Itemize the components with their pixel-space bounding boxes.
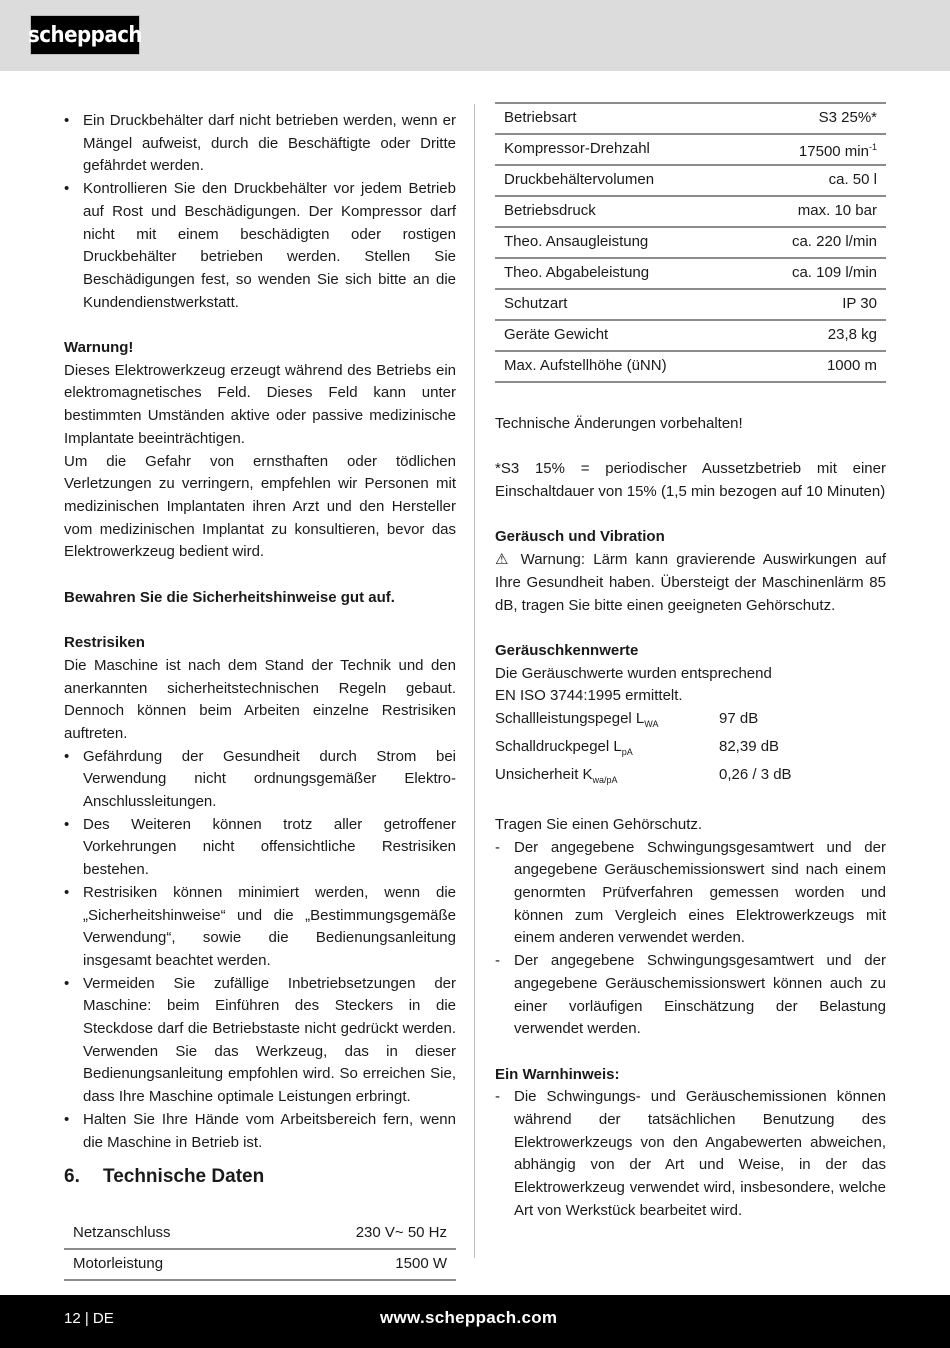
list-item: • Des Weiteren können trotz aller getroffener Vorkehrungen nicht offensichtliche Restrisiken bestehen. <box>64 815 456 879</box>
page-number: 12 | DE <box>64 1310 114 1327</box>
noise-warning: ⚠ Warnung: Lärm kann gravierende Auswirkungen auf Ihre Gesundheit haben. Übersteigt der Maschinenlärm 85 dB, tragen Sie bitte einen geeigneten Gehörschutz. <box>495 551 886 614</box>
noise-value-row: Schalldruckpegel $L_{pA}$ 82,39 dB <box>495 737 780 757</box>
table-row: Betriebsart S3 25%* <box>495 103 886 134</box>
page-footer <box>0 1295 950 1348</box>
warning-heading: Warnung! <box>64 339 134 357</box>
list-item: - Die Schwingungs- und Geräuschemissionen können während der tatsächlichen Benutzung des Elektrowerkzeugs von den Angabewerten abweichen, abhängig von der Art und Weise, in der das Elektrowerkzeug verwendet wird, insbesondere, welche Art von Werkstück bearbeitet wird. <box>495 1088 886 1219</box>
list-item: • Gefährdung der Gesundheit durch Strom bei Verwendung nicht ordnungsgemäßer Elektro-Anschlussleitungen. <box>64 747 456 811</box>
left-column <box>64 110 456 1281</box>
spec-table-right <box>495 102 886 383</box>
page-header <box>0 0 950 71</box>
ear-protection-note: Tragen Sie einen Gehörschutz. <box>495 815 703 833</box>
list-item: • Ein Druckbehälter darf nicht betrieben werden, wenn er Mängel aufweist, durch die Beschäftigte oder Dritte gefährdet werden. <box>64 112 456 175</box>
list-item: - Der angegebene Schwingungsgesamtwert und der angegebene Geräuschemissionswert sind nach einem genormten Prüfverfahren gemessen worden und können zum Vergleich eines Elektrowerkzeugs mit einem anderen verwendet werden. <box>495 838 886 947</box>
table-row: Theo. Abgabeleistung ca. 109 l/min <box>495 258 886 289</box>
noise-value-row: Unsicherheit $K_{wa/pA}$ 0,26 / 3 dB <box>495 765 792 785</box>
scheppach-logo: scheppach <box>30 15 140 55</box>
list-item: • Vermeiden Sie zufällige Inbetriebsetzungen der Maschine: beim Einführen des Steckers in die Steckdose darf die Betriebstaste nicht gedrückt werden. Verwenden Sie das Werkzeug, das in dieser Bedienungsanleitung empfohlen wird. So erreichen Sie, dass Ihre Maschine optimale Leistungen erbringt. <box>64 974 456 1106</box>
table-row: Schutzart IP 30 <box>495 289 886 320</box>
table-row: Motorleistung 1500 W <box>64 1249 456 1280</box>
list-item: - Der angegebene Schwingungsgesamtwert und der angegebene Geräuschemissionswert können auch zu einer vorläufigen Einschätzung der Belastung verwendet werden. <box>495 952 886 1038</box>
warning-text: Dieses Elektrowerkzeug erzeugt während des Betriebs ein elektromagnetisches Feld. Dieses Feld kann unter bestimmten Umständen aktive oder passive medizinische Implantate beeinträchtigen. <box>64 361 456 447</box>
noise-values-heading: Geräuschkennwerte <box>495 641 639 659</box>
noise-value-row: Schallleistungspegel $L_{WA}$ 97 dB <box>495 710 759 730</box>
residual-risks-heading: Restrisiken <box>64 634 145 652</box>
table-row: Kompressor-Drehzahl 17500 $\min^{-1}$ <box>495 134 886 165</box>
website-link[interactable]: www.scheppach.com <box>380 1308 558 1327</box>
s3-footnote: *S3 15% = periodischer Aussetzbetrieb mit einer Einschaltdauer von 15% (1,5 min bezogen auf 10 Minuten) <box>495 460 886 501</box>
table-row: Theo. Ansaugleistung ca. 220 l/min <box>495 227 886 258</box>
noise-values-intro: Die Geräuschwerte wurden entsprechend <box>495 664 772 682</box>
hint-heading: Ein Warnhinweis: <box>495 1065 620 1083</box>
changes-notice: Technische Änderungen vorbehalten! <box>495 415 743 432</box>
table-row: Druckbehältervolumen ca. 50 l <box>495 165 886 196</box>
noise-heading: Geräusch und Vibration <box>495 528 665 546</box>
list-item: • Restrisiken können minimiert werden, wenn die „Sicherheitshinweise“ und die „Bestimmungsgemäße Verwendung“, sowie die Bedienungsanleitung insgesamt beachtet werden. <box>64 883 456 969</box>
spec-table-left <box>64 1219 456 1281</box>
list-item: • Halten Sie Ihre Hände vom Arbeitsbereich fern, wenn die Maschine in Betrieb ist. <box>64 1110 456 1151</box>
keep-notice: Bewahren Sie die Sicherheitshinweise gut auf. <box>64 588 395 606</box>
noise-values-standard: EN ISO 3744:1995 ermittelt. <box>495 687 683 705</box>
table-row: Geräte Gewicht 23,8 kg <box>495 320 886 351</box>
column-divider <box>474 104 475 1258</box>
residual-risks-intro: Die Maschine ist nach dem Stand der Technik und den anerkannten sicherheitstechnischen Regeln gebaut. Dennoch können beim Arbeiten einzelne Restrisiken auftreten. <box>64 656 456 742</box>
right-column <box>495 102 886 1223</box>
table-row: Netzanschluss 230 V~ 50 Hz <box>64 1219 456 1249</box>
section-heading: 6. Technische Daten <box>64 1166 265 1188</box>
warning-text-2: Um die Gefahr von ernsthaften oder tödlichen Verletzungen zu verringern, empfehlen wir Personen mit medizinischen Implantaten ihren Arzt und den Hersteller vom medizinischen Implantat zu konsultieren, bevor das Elektrowerkzeug bedient wird. <box>64 452 456 561</box>
warning-triangle-icon: ⚠ <box>495 551 513 569</box>
table-row: Max. Aufstellhöhe (üNN) 1000 m <box>495 351 886 382</box>
list-item: • Kontrollieren Sie den Druckbehälter vor jedem Betrieb auf Rost und Beschädigungen. Der Kompressor darf nicht mit einem beschädigten oder rostigen Druckbehälter betrieben werden. Stellen Sie Beschädigungen fest, so wenden Sie sich bitte an die Kundendienstwerkstatt. <box>64 180 456 311</box>
table-row: Betriebsdruck max. 10 bar <box>495 196 886 227</box>
